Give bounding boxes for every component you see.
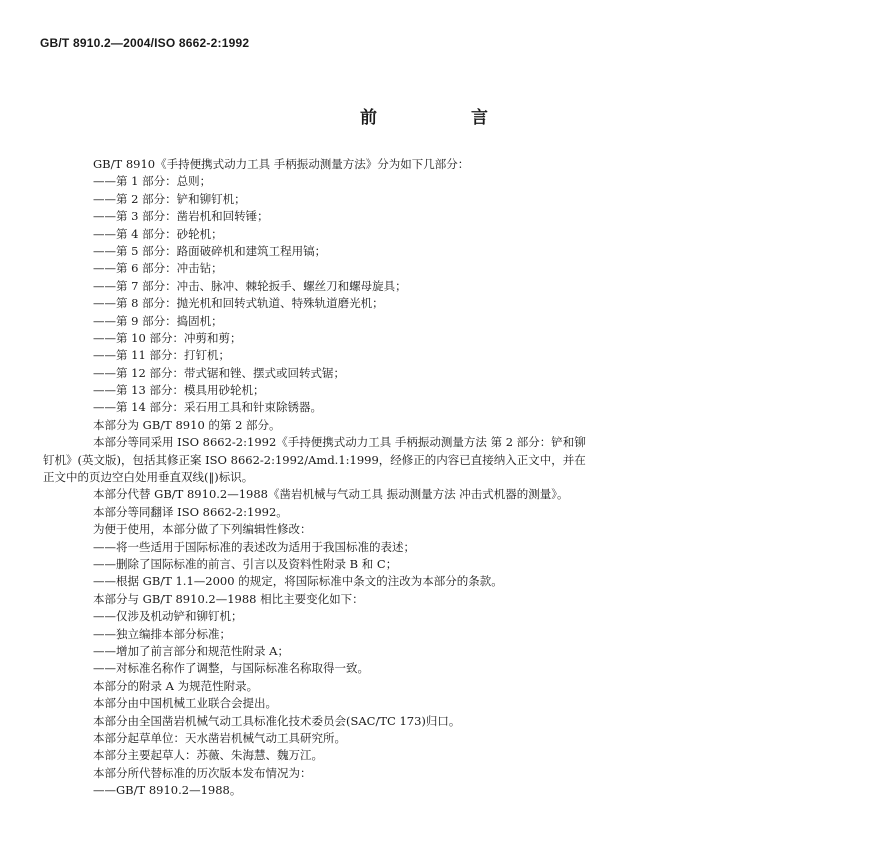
text-line: 本部分等同翻译 ISO 8662-2:1992。 [93,504,288,519]
text-line: ——第 8 部分：抛光机和回转式轨道、特殊轨道磨光机； [93,296,384,311]
text-line: ——第 6 部分：冲击钻； [93,261,223,276]
text-line: ——第 4 部分：砂轮机； [93,226,223,241]
text-line: 本部分所代替标准的历次版本发布情况为： [93,765,312,780]
foreword-body [43,156,853,799]
text-line: ——第 14 部分：采石用工具和针束除锈器。 [93,400,322,415]
page-title: 前 言 [360,108,532,128]
text-line: ——将一些适用于国际标准的表述改为适用于我国标准的表述； [93,539,415,554]
text-line: ——独立编排本部分标准； [93,626,231,641]
text-line: ——第 5 部分：路面破碎机和建筑工程用镐； [93,243,327,258]
text-line: ——仅涉及机动铲和铆钉机； [93,609,243,624]
document-header: GB/T 8910.2—2004/ISO 8662-2:1992 [40,36,250,50]
text-line: 本部分由中国机械工业联合会提出。 [93,696,277,711]
text-line: ——第 10 部分：冲剪和剪； [93,330,242,345]
text-line: ——第 1 部分：总则； [93,174,212,189]
text-line: 本部分代替 GB/T 8910.2—1988《凿岩机械与气动工具 振动测量方法 冲击式机器的测量》。 [93,487,569,502]
text-line: ——GB/T 8910.2—1988。 [93,783,242,798]
text-line: ——第 7 部分：冲击、脉冲、棘轮扳手、螺丝刀和螺母旋具； [93,278,407,293]
text-line: ——根据 GB/T 1.1—2000 的规定，将国际标准中条文的注改为本部分的条款。 [93,574,503,589]
text-line: 本部分的附录 A 为规范性附录。 [93,678,259,693]
text-line: 本部分由全国凿岩机械气动工具标准化技术委员会(SAC/TC 173)归口。 [93,713,461,728]
text-line: 正文中的页边空白处用垂直双线(‖)标识。 [43,470,254,485]
text-line: 本部分主要起草人：苏薇、朱海慧、魏万江。 [93,748,323,763]
text-line: 本部分与 GB/T 8910.2—1988 相比主要变化如下： [93,591,364,606]
text-line: ——对标准名称作了调整，与国际标准名称取得一致。 [93,661,369,676]
text-line: ——删除了国际标准的前言、引言以及资料性附录 B 和 C； [93,556,398,571]
text-line: GB/T 8910《手持便携式动力工具 手柄振动测量方法》分为如下几部分： [93,157,470,171]
text-line: 钉机》(英文版)，包括其修正案 ISO 8662-2:1992/Amd.1:1999，经修正的内容已直接纳入正文中，并在 [43,452,586,467]
text-line: 本部分起草单位：天水凿岩机械气动工具研究所。 [93,730,346,745]
text-line: ——第 9 部分：捣固机； [93,313,223,328]
text-line: ——增加了前言部分和规范性附录 A； [93,643,289,658]
text-line: ——第 2 部分：铲和铆钉机； [93,191,246,206]
text-line: 本部分等同采用 ISO 8662-2:1992《手持便携式动力工具 手柄振动测量方法 第 2 部分：铲和铆 [93,435,586,450]
text-line: 为便于使用，本部分做了下列编辑性修改： [93,522,312,537]
text-line: ——第 3 部分：凿岩机和回转锤； [93,209,269,224]
text-line: ——第 11 部分：打钉机； [93,348,230,363]
text-line: ——第 13 部分：模具用砂轮机； [93,383,265,398]
text-line: 本部分为 GB/T 8910 的第 2 部分。 [93,417,281,432]
text-line: ——第 12 部分：带式锯和锉、摆式或回转式锯； [93,365,345,380]
